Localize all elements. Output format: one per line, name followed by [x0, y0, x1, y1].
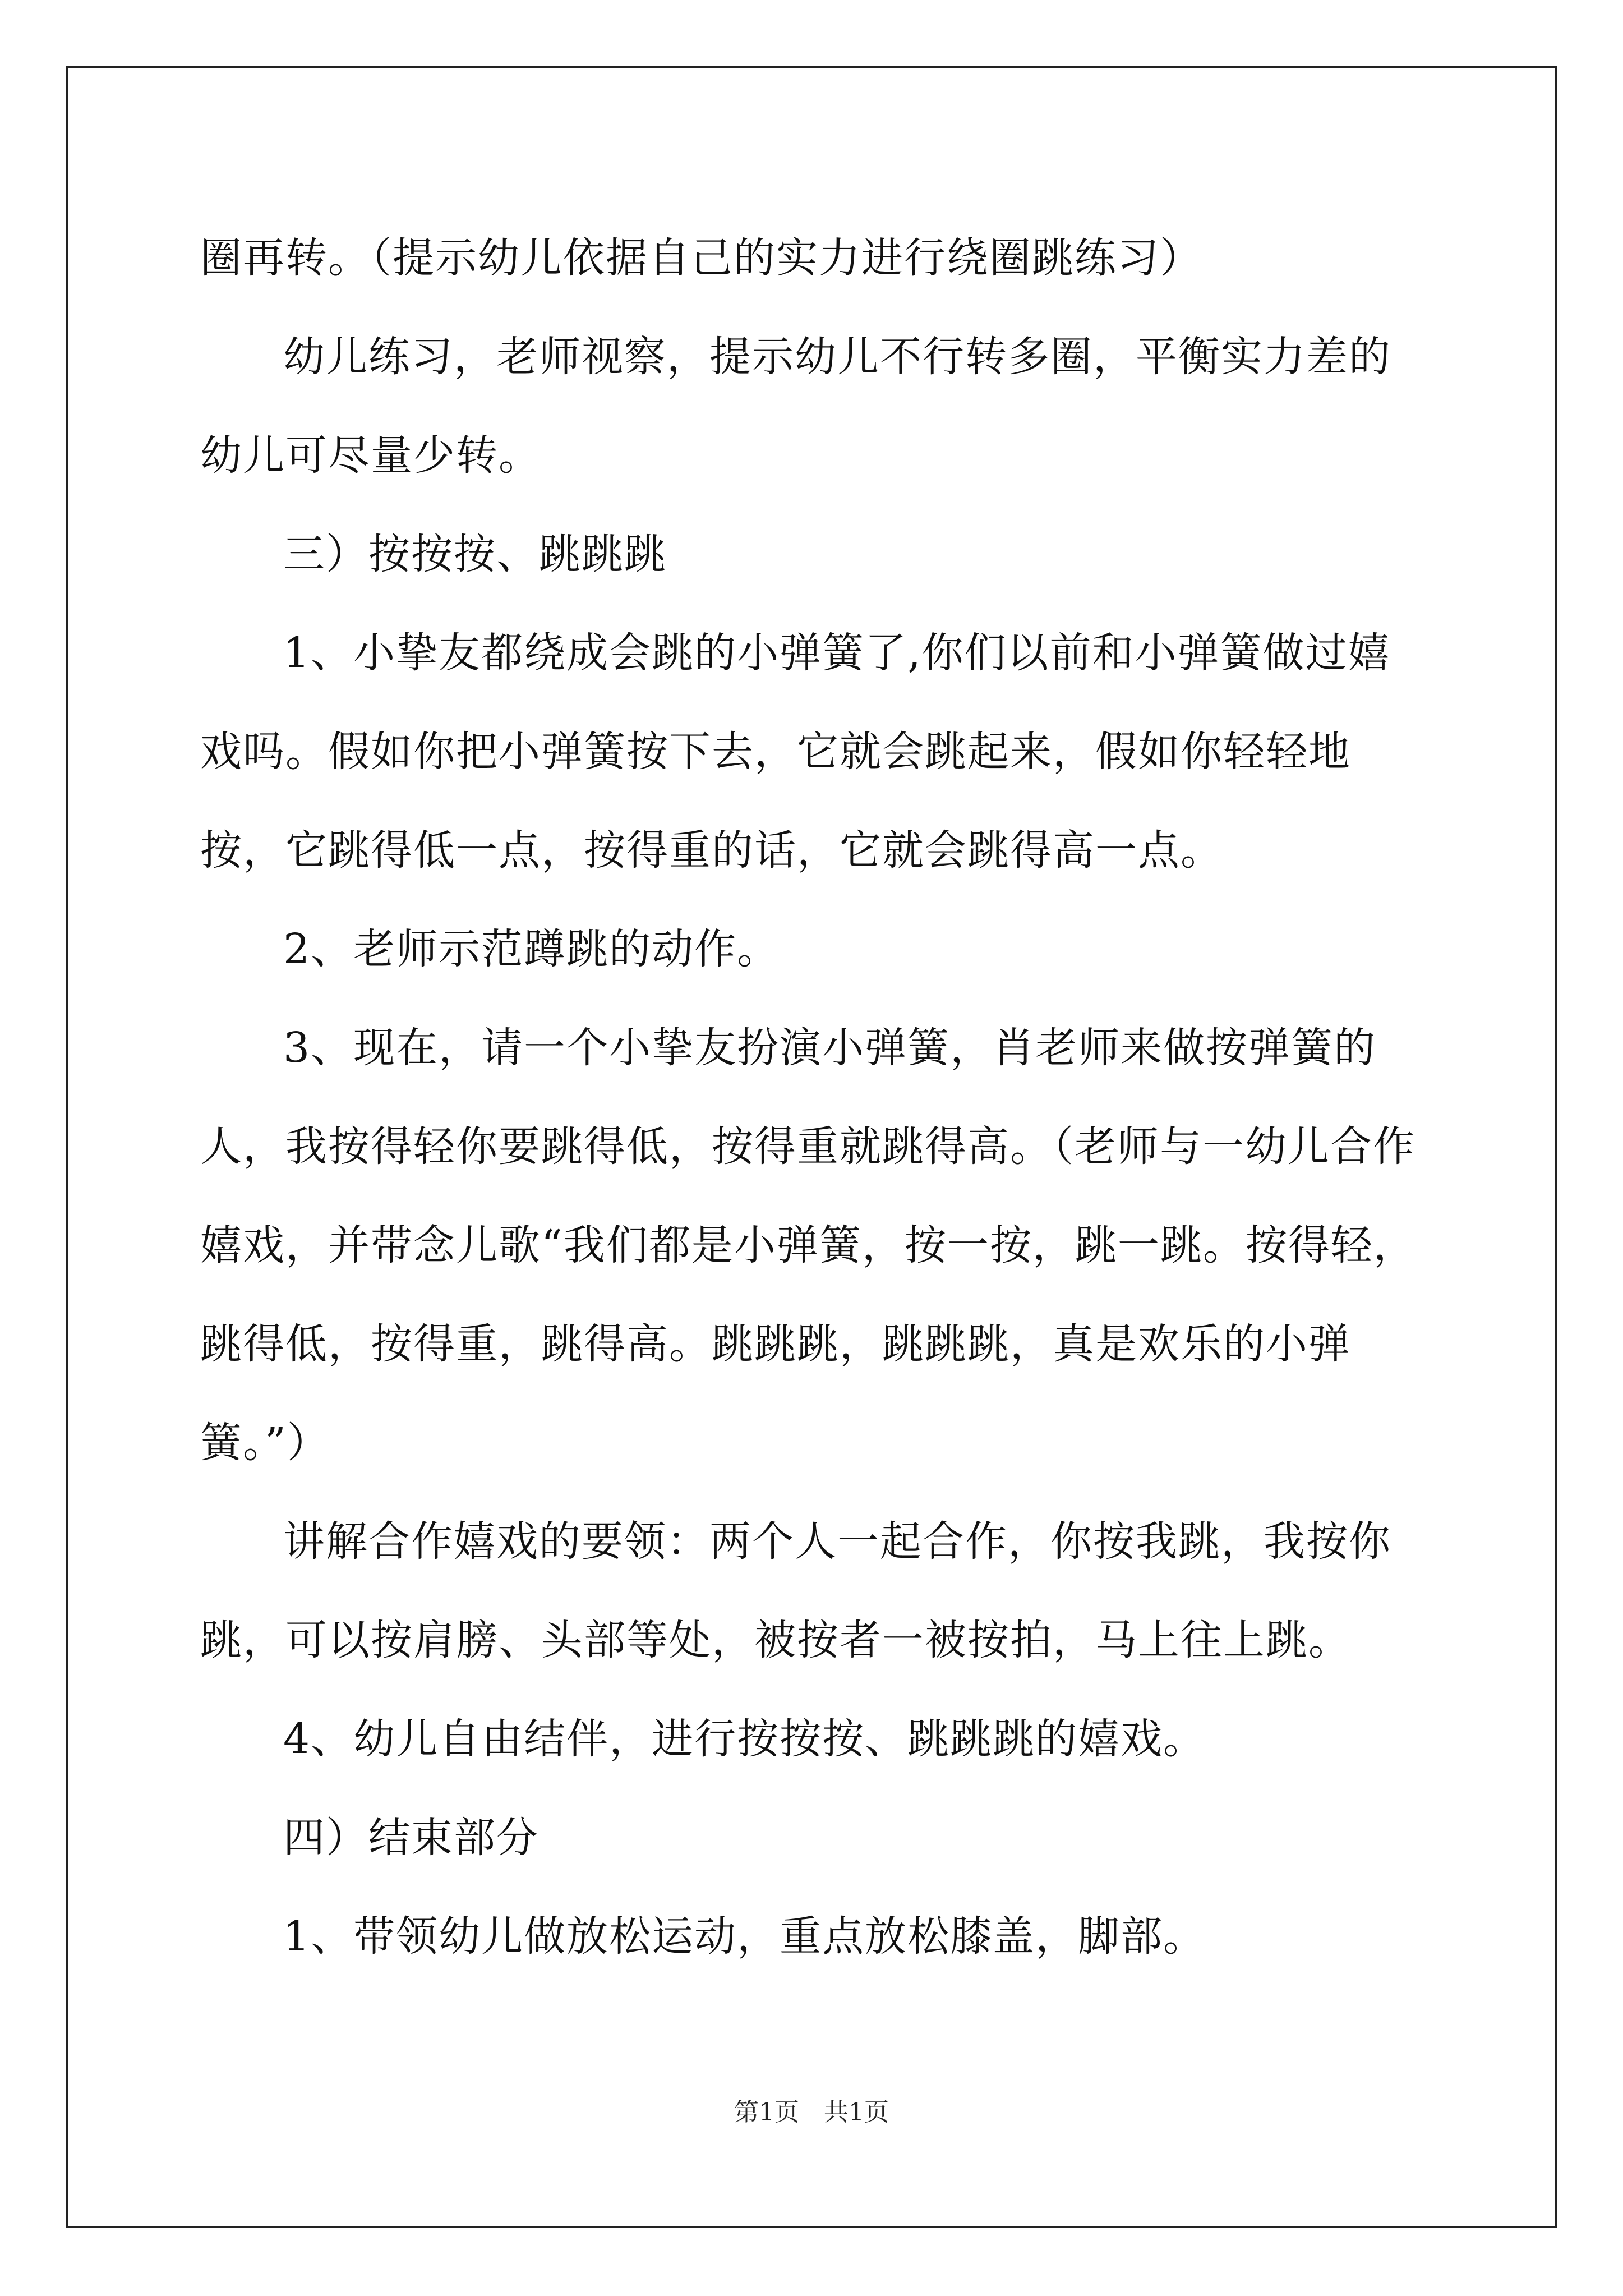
section-heading-4: 四）结束部分: [283, 1814, 539, 1862]
paragraph-2: 幼儿练习，老师视察，提示幼儿不行转多圈，平衡实力差的幼儿可尽量少转。: [200, 333, 1391, 480]
paragraph-8: 4、幼儿自由结伴，进行按按按、跳跳跳的嬉戏。: [283, 1715, 1206, 1763]
paragraph-7: 讲解合作嬉戏的要领：两个人一起合作，你按我跳，我按你跳，可以按肩膀、头部等处，被按者一被按拍，马上往上跳。: [200, 1517, 1391, 1664]
section-heading-3: 三）按按按、跳跳跳: [283, 530, 667, 578]
paragraph-1: 圈再转。（提示幼儿依据自己的实力进行绕圈跳练习）: [200, 234, 1202, 282]
paragraph-4: 1、小挚友都绕成会跳的小弹簧了,你们以前和小弹簧做过嬉戏吗。假如你把小弹簧按下去，它就会跳起来，假如你轻轻地按，它跳得低一点，按得重的话，它就会跳得高一点。: [200, 629, 1391, 875]
paragraph-6: 3、现在，请一个小挚友扮演小弹簧，肖老师来做按弹簧的人，我按得轻你要跳得低，按得重就跳得高。（老师与一幼儿合作嬉戏，并带念儿歌“我们都是小弹簧，按一按，跳一跳。按得轻，跳得低，按得重，跳得高。跳跳跳，跳跳跳，真是欢乐的小弹簧。”）: [200, 1024, 1416, 1467]
paragraph-10: 1、带领幼儿做放松运动，重点放松膝盖，脚部。: [283, 1912, 1206, 1961]
document-body: [200, 209, 1428, 1986]
paragraph-5: 2、老师示范蹲跳的动作。: [283, 925, 780, 973]
page-footer: 第1页 共1页: [734, 2098, 889, 2127]
